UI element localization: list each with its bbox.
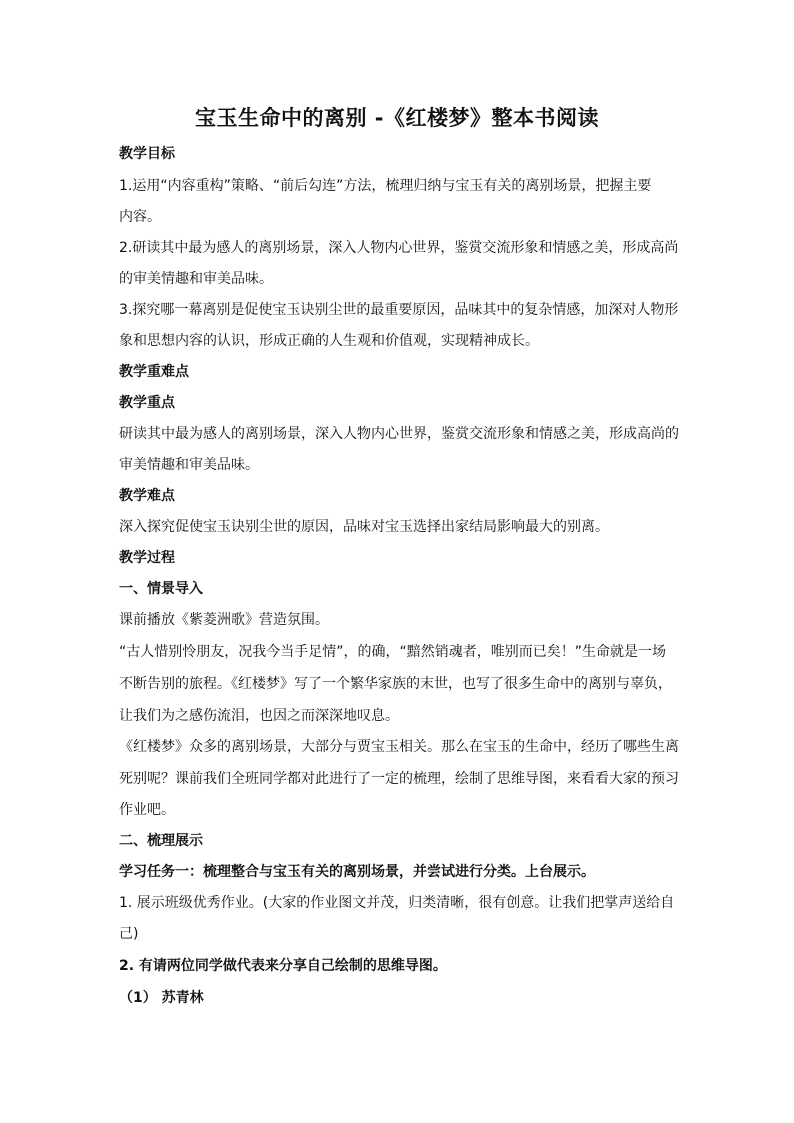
- hlm-line-2: 死别呢？课前我们全班同学都对此进行了一定的梳理，绘制了思维导图，来看看大家的预习: [119, 771, 679, 787]
- item-2-line-1: 2. 有请两位同学做代表来分享自己绘制的思维导图。: [119, 958, 447, 974]
- hlm-line-3: 作业吧。: [119, 802, 175, 818]
- item-1-line-2: 己): [119, 926, 139, 942]
- key-heading: 教学重点: [119, 395, 175, 411]
- document-title: 宝玉生命中的离别 -《红楼梦》整本书阅读: [194, 106, 600, 130]
- key-line-2: 审美情趣和审美品味。: [119, 457, 259, 473]
- sub-item-1-line-1: （1） 苏青林: [119, 990, 204, 1006]
- difficult-heading: 教学难点: [119, 488, 175, 504]
- goal-3-line-2: 象和思想内容的认识，形成正确的人生观和价值观，实现精神成长。: [119, 333, 539, 349]
- goal-1-line-1: 1.运用“内容重构”策略、“前后勾连”方法，梳理归纳与宝玉有关的离别场景，把握主要: [119, 178, 652, 194]
- key-difficult-heading: 教学重难点: [119, 364, 189, 380]
- quote-line-1: “古人惜别怜朋友，况我今当手足情”，的确，“黯然销魂者，唯别而已矣！”生命就是一场: [119, 644, 667, 660]
- intro-line-1: 课前播放《紫菱洲歌》营造氛围。: [119, 612, 329, 628]
- hlm-line-1: 《红楼梦》众多的离别场景，大部分与贾宝玉相关。那么在宝玉的生命中，经历了哪些生离: [119, 739, 679, 755]
- difficult-line-1: 深入探究促使宝玉诀别尘世的原因，品味对宝玉选择出家结局影响最大的别离。: [119, 519, 609, 535]
- quote-line-2: 不断告别的旅程。《红楼梦》写了一个繁华家族的末世，也写了很多生命中的离别与辜负，: [119, 676, 672, 692]
- section-2-heading: 二、梳理展示: [119, 833, 203, 849]
- item-1-line-1: 1. 展示班级优秀作业。(大家的作业图文并茂，归类清晰，很有创意。让我们把掌声送给自: [119, 895, 675, 911]
- goal-2-line-1: 2.研读其中最为感人的离别场景，深入人物内心世界，鉴赏交流形象和情感之美，形成高尚: [119, 240, 679, 256]
- goals-heading: 教学目标: [119, 146, 175, 162]
- goal-3-line-1: 3.探究哪一幕离别是促使宝玉诀别尘世的最重要原因，品味其中的复杂情感，加深对人物形: [119, 302, 679, 318]
- section-1-heading: 一、情景导入: [119, 581, 203, 597]
- task-1-heading: 学习任务一：梳理整合与宝玉有关的离别场景，并尝试进行分类。上台展示。: [119, 864, 595, 880]
- process-heading: 教学过程: [119, 550, 175, 566]
- quote-line-3: 让我们为之感伤流泪，也因之而深深地叹息。: [119, 708, 399, 724]
- key-line-1: 研读其中最为感人的离别场景，深入人物内心世界，鉴赏交流形象和情感之美，形成高尚的: [119, 426, 679, 442]
- goal-2-line-2: 的审美情趣和审美品味。: [119, 271, 273, 287]
- goal-1-line-2: 内容。: [119, 209, 161, 225]
